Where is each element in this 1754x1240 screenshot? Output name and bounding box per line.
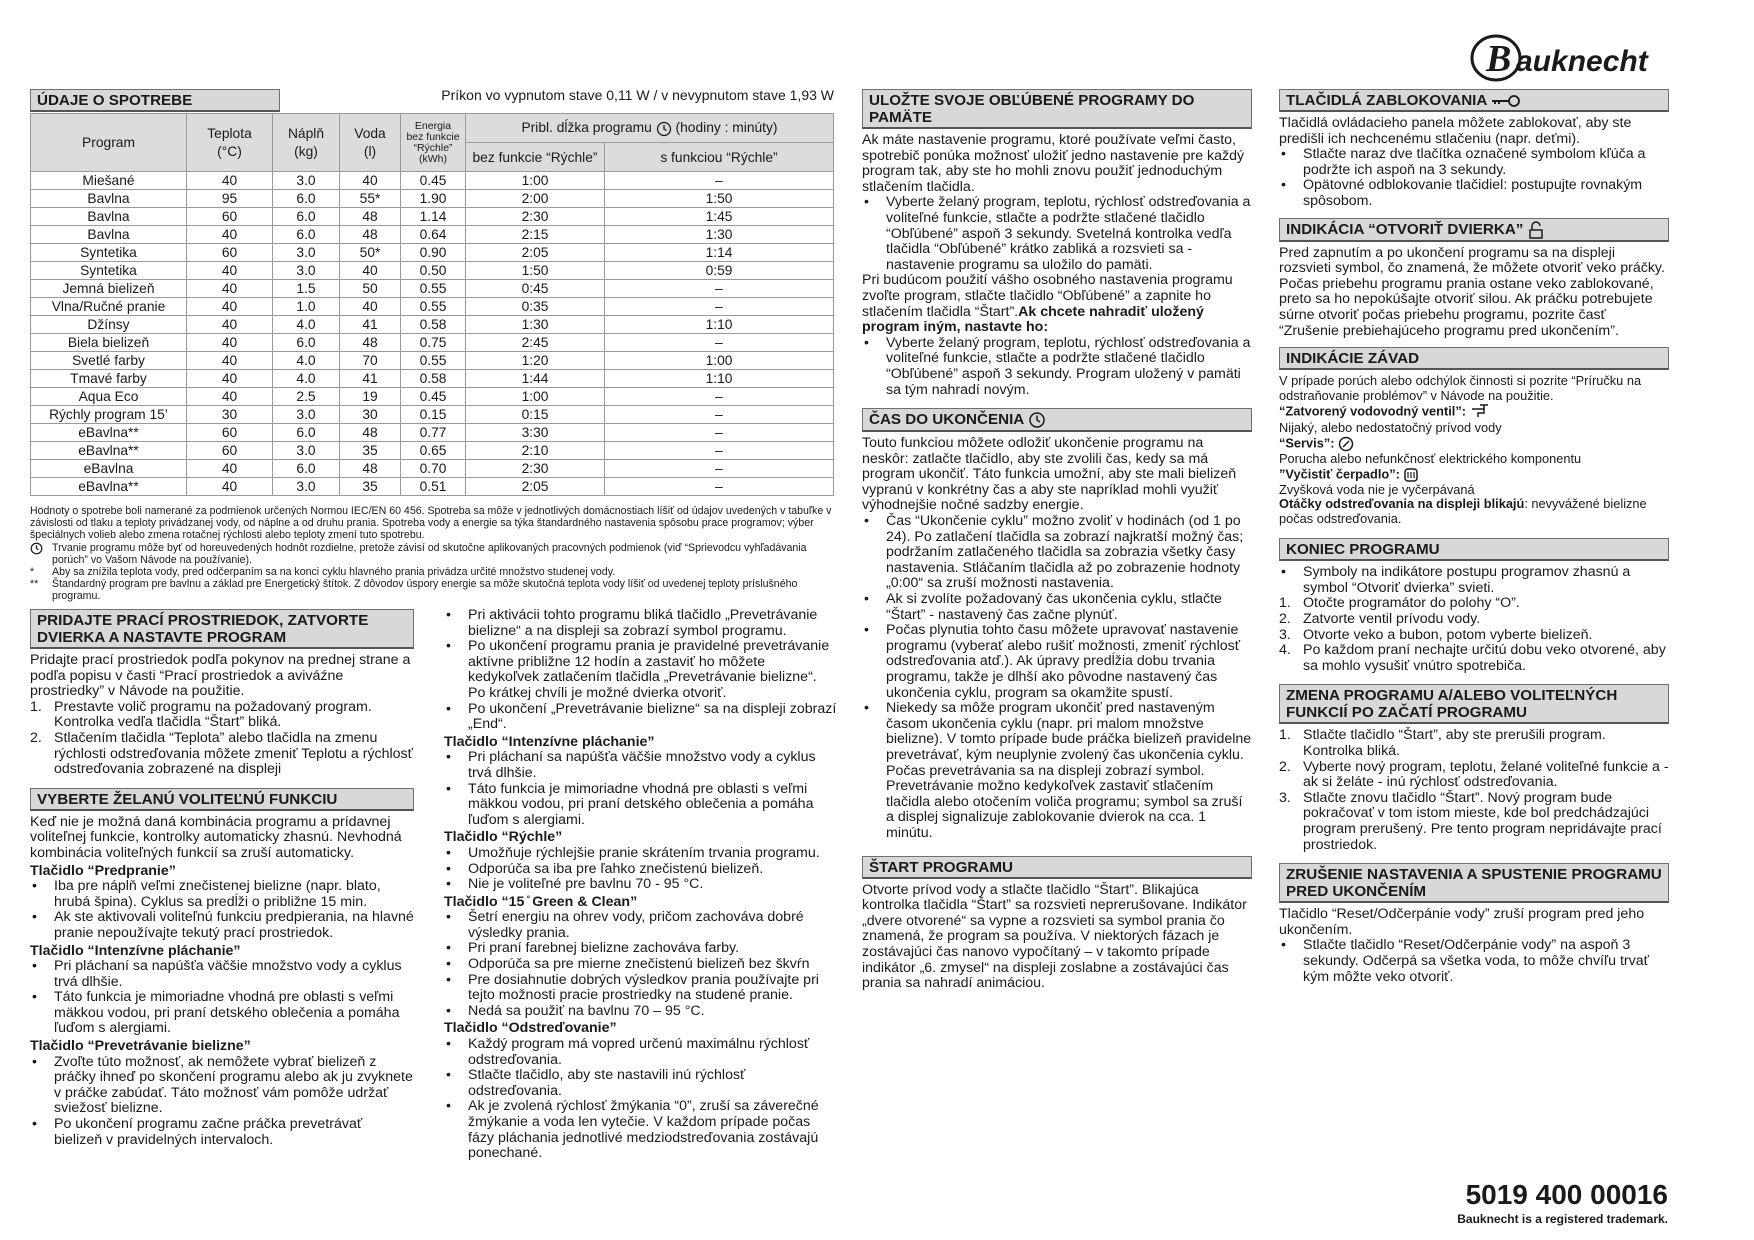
table-cell: 35 [340, 442, 401, 460]
fault-service-text: Porucha alebo nefunkčnosť elektrického komponentu [1279, 450, 1582, 466]
col-without-quick: bez funkcie “Rýchle” [466, 143, 605, 172]
col1-lower [30, 609, 414, 1148]
table-row [31, 442, 834, 460]
table-cell: 0.77 [401, 424, 466, 442]
note-measure: Hodnoty o spotrebe boli namerané za podmienok určených Normou IEC/EN 60 456. Spotreba sa môže v jednotlivých domácnostiach líšiť od údajov uvedených v tabuľke v závislosti od tlaku a teploty privádzanej vody, od náplne a od druhu prania. Spotreba vody a energie sa týka štandardného nastavenia spôsobu prace programov; výber špeciálnych volieb alebo zmena rotačnej rýchlosti alebo teploty zmení tuto spotrebu. [30, 505, 832, 542]
table-cell: 1:20 [466, 352, 605, 370]
door-title: INDIKÁCIA “OTVORIŤ DVIERKA” [1279, 218, 1669, 242]
svg-text:B: B [1486, 38, 1512, 80]
table-cell: 41 [340, 370, 401, 388]
table-cell: 2:10 [466, 442, 605, 460]
change-title: ZMENA PROGRAMU A/ALEBO VOLITEĽNÝCH FUNKCIÍ PO ZAČATÍ PROGRAMU [1279, 684, 1669, 724]
table-cell: – [605, 334, 834, 352]
col-temp: Teplota (°C) [187, 114, 273, 172]
favorite-title: ULOŽTE SVOJE OBĽÚBENÉ PROGRAMY DO PAMÄTE [862, 89, 1252, 129]
table-row [31, 298, 834, 316]
table-cell: 0.90 [401, 244, 466, 262]
start-title: ŠTART PROGRAMU [862, 856, 1252, 879]
tap-icon [1470, 403, 1494, 421]
table-cell: 40 [187, 226, 273, 244]
table-cell: 40 [187, 316, 273, 334]
table-cell: 1.90 [401, 190, 466, 208]
list-item: • Pri pláchaní sa napúšťa väčšie množstvo vody a cyklus trvá dlhšie. [444, 750, 838, 781]
fault-pump-text: Zvyšková voda nie je vyčerpávaná [1279, 481, 1475, 497]
prewash-heading: Tlačidlo “Predpranie” [30, 862, 176, 879]
table-cell: 40 [187, 352, 273, 370]
list-item: • Počas plynutia tohto času môžete upravovať nastavenie programu (vyberať alebo rušiť možnosti, zmeniť rýchlosť odstreďovania atď.). Ak úpravy predĺžia dobu trvania programu, takže je dlhší ako pôvodne nastavený čas ukončenia cyklu, program sa okamžite spustí. [862, 623, 1252, 701]
table-cell: Bavlna [31, 190, 187, 208]
add-detergent-intro: Pridajte prací prostriedok podľa pokynov na prednej strane a podľa popisu v časti “Prací prostriedok a aviváźne prostriedky” v Návode na použitie. [30, 652, 411, 700]
list-item: • Pri pláchaní sa napúšťa väčšie množstvo vody a cyklus trvá dlhšie. [30, 959, 414, 990]
end-time-clock-icon [1028, 411, 1046, 429]
table-cell: 3:30 [466, 424, 605, 442]
table-cell: 60 [187, 442, 273, 460]
note-star: * Aby sa znížila teplota vody, pred odčerpaním sa na konci cyklu hlavného prania privádza určité množstvo studenej vody. [30, 566, 616, 579]
table-row [31, 208, 834, 226]
list-item: • Po ukončení „Prevetrávanie bielizne“ sa na displeji zobrazí „End“. [444, 702, 838, 733]
list-item: • Pre dosiahnutie dobrých výsledkov prania používajte pri tejto možnosti pracie prostriedky na studené pranie. [444, 973, 838, 1004]
table-cell: 2:30 [466, 208, 605, 226]
table-cell: 2:05 [466, 478, 605, 496]
table-cell: 3.0 [273, 172, 340, 190]
table-cell: 0.50 [401, 262, 466, 280]
table-cell: 1.0 [273, 298, 340, 316]
table-cell: 1.14 [401, 208, 466, 226]
list-item: • Ak ste aktivovali voliteľnú funkciu predpierania, na hlavné pranie nepoužívajte tekutý prací prostriedok. [30, 910, 414, 941]
table-cell: 95 [187, 190, 273, 208]
list-item: • Táto funkcia je mimoriadne vhodná pre oblasti s veľmi mäkkou vodou, pri praní detského oblečenia a pomáha ľuďom s alergiami. [30, 990, 414, 1037]
list-item: • Čas “Ukončenie cyklu” možno zvoliť v hodinách (od 1 po 24). Po zatlačení tlačidla sa zobrazí najkratší možný čas; podržaním zatlačeného tlačidla sa zobrazia všetky časy nastavenia. Stláčaním tlačidla až po zobrazenie hodnoty „0:00“ sa zruší možnosti nastavenia. [862, 514, 1252, 592]
col2 [444, 608, 838, 1162]
table-cell: 41 [340, 316, 401, 334]
table-cell: 3.0 [273, 442, 340, 460]
table-cell: 70 [340, 352, 401, 370]
add-detergent-steps [30, 700, 414, 778]
fault-service: “Servis”: [1279, 436, 1669, 452]
table-cell: 1:14 [605, 244, 834, 262]
list-item: • Nie je voliteľné pre bavlnu 70 - 95 °C. [444, 877, 838, 893]
list-item: • Odporúča sa pre mierne znečistenú bielizeň bez škvŕn [444, 957, 838, 973]
table-cell: – [605, 460, 834, 478]
table-notes [30, 505, 836, 603]
table-cell: 0:59 [605, 262, 834, 280]
table-cell: 35 [340, 478, 401, 496]
list-item: 3. Stlačte znovu tlačidlo “Štart”. Nový program bude pokračovať v tom istom mieste, kde bol predchádzajúci program prerušený. Pre tento program nepridávajte prací prostriedok. [1279, 789, 1662, 853]
table-cell: 40 [187, 460, 273, 478]
table-cell: 40 [340, 172, 401, 190]
table-row [31, 190, 834, 208]
list-item: • Odporúča sa iba pre ľahko znečistenú bielizeň. [444, 862, 838, 878]
rinse-heading: Tlačidlo “Intenzívne pláchanie” [444, 733, 655, 750]
table-cell: 4.0 [273, 370, 340, 388]
table-cell: 19 [340, 388, 401, 406]
note-duration: Trvanie programu môže byť od horeuvedených hodnôt rozdielne, pretože závisí od skutočne aplikovaných pracovných podmienok (viď “Sprievodcu vyhľadávania porúch” vo Vašom Návode na používanie). [30, 542, 836, 566]
table-cell: 2:00 [466, 190, 605, 208]
consumption-title: ÚDAJE O SPOTREBE [30, 89, 280, 112]
list-item: • Vyberte želaný program, teplotu, rýchlosť odstreďovania a voliteľné funkcie, stlačte a podržte stlačené tlačidlo “Obľúbené” aspoň 3 sekundy. Program uložený v pamäti sa tým nahradí novým. [862, 336, 1252, 398]
table-cell: Džínsy [31, 316, 187, 334]
col3 [862, 89, 1252, 992]
table-cell: Vlna/Ručné pranie [31, 298, 187, 316]
table-cell: 40 [187, 172, 273, 190]
endtime-intro: Touto funkciou môžete odložiť ukončenie programu na neskôr: zatlačte tlačidlo, aby ste zvolili čas, kedy sa má program ukončiť. Táto funkcia umožní, aby ste mali bielizeň vypranú v konkrétny čas a aby ste napríklad mohli využiť výhodnejšie nočné sadzby energie. [862, 435, 1237, 514]
lock-intro: Tlačidlá ovládacieho panela môžete zablokovať, aby ste predišli ich nechcenému stlačeniu (napr. deťmi). [1279, 115, 1632, 147]
col-duration: Pribl. dĺžka programu (hodiny : minúty) [466, 114, 834, 143]
list-item: 1. Stlačte tlačidlo “Štart”, aby ste prerušili program. Kontrolka bliká. [1279, 727, 1606, 760]
table-cell: Biela bielizeň [31, 334, 187, 352]
table-row [31, 226, 834, 244]
list-item: • Každý program má vopred určenú maximálnu rýchlosť odstreďovania. [444, 1037, 838, 1068]
table-cell: – [605, 442, 834, 460]
table-cell: 1:10 [605, 316, 834, 334]
list-item: • Opätovné odblokovanie tlačidiel: postupujte rovnakým spôsobom. [1279, 178, 1669, 209]
favorite-intro: Ak máte nastavenie programu, ktoré používate veľmi často, spotrebič ponúka možnosť uložiť jedno nastavenie pre každý program tak, aby ste ho mohli znovu použiť jednoduchým stlačením tlačidla. [862, 132, 1245, 195]
table-cell: 1.5 [273, 280, 340, 298]
table-cell: 0.55 [401, 352, 466, 370]
lock-title: TLAČIDLÁ ZABLOKOVANIA [1279, 89, 1669, 112]
table-row [31, 280, 834, 298]
table-cell: 50* [340, 244, 401, 262]
table-cell: 2:45 [466, 334, 605, 352]
table-cell: 1:30 [605, 226, 834, 244]
table-cell: 2:15 [466, 226, 605, 244]
table-cell: – [605, 424, 834, 442]
table-cell: 50 [340, 280, 401, 298]
col-water: Voda (l) [340, 114, 401, 172]
table-cell: Rýchly program 15’ [31, 406, 187, 424]
table-cell: – [605, 388, 834, 406]
key-icon [1491, 94, 1521, 108]
list-item: • Iba pre náplň veľmi znečistenej bielizne (napr. blato, hrubá špina). Cyklus sa predĺži o približne 15 min. [30, 879, 414, 910]
table-cell: 1:50 [605, 190, 834, 208]
table-cell: – [605, 406, 834, 424]
table-cell: 48 [340, 424, 401, 442]
service-icon [1338, 436, 1354, 452]
table-cell: 0.15 [401, 406, 466, 424]
quick-heading: Tlačidlo “Rýchle” [444, 829, 563, 846]
add-detergent-title: PRIDAJTE PRACÍ PROSTRIEDOK, ZATVORTE DVIERKA A NASTAVTE PROGRAM [30, 609, 414, 649]
list-item: 1. Prestavte volič programu na požadovaný program. Kontrolka vedľa tlačidla “Štart” bliká. [30, 698, 372, 731]
col-program: Program [31, 114, 187, 172]
table-row [31, 262, 834, 280]
svg-text:auknecht: auknecht [1516, 45, 1648, 78]
table-cell: 6.0 [273, 424, 340, 442]
list-item: • Stlačte naraz dve tlačítka označené symbolom kľúča a podržte ich aspoň na 3 sekundy. [1279, 147, 1669, 178]
bauknecht-logo-icon [1468, 30, 1678, 86]
table-cell: Bavlna [31, 208, 187, 226]
spin-heading: Tlačidlo “Odstreďovanie” [444, 1020, 617, 1037]
list-item: • Vyberte želaný program, teplotu, rýchlosť odstreďovania a voliteľné funkcie, stlačte a podržte stlačené tlačidlo “Obľúbené” aspoň 3 sekundy. Svetelná kontrolka vedľa tlačidla “Obľúbené” krátko zabliká a rozsvieti sa - nastavenie programu sa uložilo do pamäti. [862, 195, 1252, 273]
list-item: 3. Otvorte veko a bubon, potom vyberte bielizeň. [1279, 626, 1593, 643]
table-row [31, 478, 834, 496]
table-cell: eBavlna** [31, 424, 187, 442]
table-cell: 0:35 [466, 298, 605, 316]
table-cell: 40 [187, 388, 273, 406]
list-item: 1. Otočte programátor do polohy “O”. [1279, 595, 1520, 612]
change-steps [1279, 728, 1669, 853]
table-cell: 6.0 [273, 334, 340, 352]
door-open-icon [1528, 221, 1544, 239]
list-item: • Pri praní farebnej bielizne zachováva farby. [444, 941, 838, 957]
table-cell: 0.45 [401, 172, 466, 190]
table-cell: 6.0 [273, 460, 340, 478]
air-heading: Tlačidlo “Prevetrávanie bielizne” [30, 1038, 251, 1055]
table-row [31, 244, 834, 262]
list-item: • Po ukončení programu začne práčka prevetrávať bielizeň v pravidelných intervaloch. [30, 1117, 414, 1148]
table-cell: 1:30 [466, 316, 605, 334]
list-item: 4. Po každom praní nechajte určitú dobu veko otvorené, aby sa mohlo vysušiť vnútro spotrebiča. [1279, 642, 1666, 674]
table-cell: 3.0 [273, 244, 340, 262]
table-cell: 60 [187, 244, 273, 262]
list-item: • Zvoľte túto možnosť, ak nemôžete vybrať bielizeň z práčky ihneď po skončení programu alebo ak ju zvyknete v práčke zabúdať. Táto možnosť vám pomôže udržať sviežosť bielizne. [30, 1055, 414, 1117]
list-item: • Pri aktivácii tohto programu bliká tlačidlo „Prevetrávanie bielizne“ a na displeji sa zobrazí symbol programu. [444, 608, 838, 639]
table-cell: – [605, 298, 834, 316]
table-cell: 2.5 [273, 388, 340, 406]
table-cell: 0.58 [401, 370, 466, 388]
table-cell: eBavlna [31, 460, 187, 478]
trademark-note: Bauknecht is a registered trademark. [1457, 1212, 1668, 1226]
table-cell: Miešané [31, 172, 187, 190]
list-item: 2. Stlačením tlačidla “Teplota” alebo tlačidla na zmenu rýchlosti odstreďovania môžete zmeniť Teplotu a rýchlosť odstreďovania zobrazené na displeji [30, 729, 413, 778]
table-cell: 0.55 [401, 298, 466, 316]
table-cell: 0.65 [401, 442, 466, 460]
favorite-mid: Pri budúcom použití vášho osobného nastavenia programu zvoľte program, stlačte tlačidlo “Obľúbené” a zapnite ho stlačením tlačidla “Štart”.Ak chcete nahradiť uložený program iným, nastavte ho: [862, 272, 1233, 336]
table-cell: 60 [187, 208, 273, 226]
table-cell: 4.0 [273, 352, 340, 370]
table-row [31, 388, 834, 406]
list-item: • Stlačte tlačidlo, aby ste nastavili inú rýchlosť odstreďovania. [444, 1068, 838, 1099]
table-cell: 6.0 [273, 226, 340, 244]
table-cell: 40 [187, 262, 273, 280]
clock-icon [656, 121, 672, 137]
table-cell: 1:00 [466, 172, 605, 190]
table-cell: 4.0 [273, 316, 340, 334]
table-row [31, 460, 834, 478]
table-row [31, 172, 834, 190]
consumption-table [30, 113, 834, 496]
table-cell: 2:30 [466, 460, 605, 478]
list-item: 2. Vyberte nový program, teplotu, želané voliteľné funkcie a - ak si želáte - inú rýchlosť odstreďovania. [1279, 758, 1669, 791]
table-cell: 0:15 [466, 406, 605, 424]
endprog-title: KONIEC PROGRAMU [1279, 538, 1669, 561]
table-cell: 0.45 [401, 388, 466, 406]
table-cell: 1:00 [605, 352, 834, 370]
fault-tap: “Zatvorený vodovodný ventil”: [1279, 403, 1669, 421]
cancel-intro: Tlačidlo “Reset/Odčerpánie vody” zruší program pred jeho ukončením. [1279, 906, 1645, 938]
table-cell: 3.0 [273, 478, 340, 496]
cancel-title: ZRUŠENIE NASTAVENIA A SPUSTENIE PROGRAMU PRED UKONČENÍM [1279, 863, 1669, 903]
table-cell: Aqua Eco [31, 388, 187, 406]
document-code: 5019 400 00016 [1465, 1179, 1668, 1210]
table-cell: 55* [340, 190, 401, 208]
table-cell: 40 [340, 262, 401, 280]
table-row [31, 334, 834, 352]
table-cell: 60 [187, 424, 273, 442]
rinse-heading: Tlačidlo “Intenzívne pláchanie” [30, 942, 241, 959]
door-text: Pred zapnutím a po ukončení programu sa na displeji rozsvieti symbol, čo znamená, že môžete otvoriť veko práčky. Počas priebehu programu prania ostane veko zablokované, preto sa ho nepokúšajte otvoriť silou. Ak práčku potrebujete súrne otvoriť počas priebehu programu, pozrite časť “Zrušenie prebiehajúceho programu pred ukončením”. [1279, 244, 1665, 339]
table-cell: 6.0 [273, 208, 340, 226]
col-energy: Energia bez funkcie “Rýchle” (kWh) [401, 114, 466, 172]
table-cell: 40 [340, 298, 401, 316]
col-with-quick: s funkciou “Rýchle” [605, 143, 834, 172]
table-cell: 40 [187, 280, 273, 298]
table-cell: Jemná bielizeň [31, 280, 187, 298]
list-item: • Stlačte tlačidlo “Reset/Odčerpánie vody” na aspoň 3 sekundy. Odčerpá sa všetka voda, to môže chvíľu trvať kým môžte veko otvoriť. [1279, 938, 1669, 985]
table-cell: 48 [340, 460, 401, 478]
endtime-title: ČAS DO UKONČENIA [862, 408, 1252, 432]
faults-title: INDIKÁCIE ZÁVAD [1279, 347, 1669, 370]
table-cell: 2:05 [466, 244, 605, 262]
table-cell: 0.64 [401, 226, 466, 244]
options-title: VYBERTE ŽELANÚ VOLITEĽNÚ FUNKCIU [30, 788, 414, 811]
list-item: • Ak je zvolená rýchlosť žmýkania “0”, zruší sa záverečné žmýkanie a voda len vytečie. V každom prípade počas fázy pláchania jednotlivé medziodstreďovania zostávajú ponechané. [444, 1099, 838, 1161]
list-item: • Nedá sa použiť na bavlnu 70 – 95 °C. [444, 1004, 838, 1020]
table-cell: 48 [340, 334, 401, 352]
table-cell: eBavlna** [31, 442, 187, 460]
fault-pump: ”Vyčistiť čerpadlo”: [1279, 467, 1669, 483]
table-cell: 30 [187, 406, 273, 424]
list-item: • Táto funkcia je mimoriadne vhodná pre oblasti s veľmi mäkkou vodou, pri praní detského oblečenia a pomáha ľuďom s alergiami. [444, 782, 838, 829]
table-cell: Syntetika [31, 262, 187, 280]
table-row [31, 370, 834, 388]
table-cell: 40 [187, 298, 273, 316]
faults-intro: V prípade porúch alebo odchýlok činnosti si pozrite “Príručku na odstraňovanie problémov” v Návode na použitie. [1279, 373, 1642, 403]
table-cell: – [605, 280, 834, 298]
table-cell: 48 [340, 208, 401, 226]
table-cell: 0.51 [401, 478, 466, 496]
table-row [31, 424, 834, 442]
note-double-star: ** Štandardný program pre bavlnu a základ pre Energetický štítok. Z dôvodov úspory energie sa môže skutočná teplota vody líšiť od uvedenej teploty príslušného programu. [30, 578, 798, 603]
endprog-steps [1279, 596, 1669, 674]
table-cell: 48 [340, 226, 401, 244]
table-cell: Tmavé farby [31, 370, 187, 388]
fault-blink: Otáčky odstreďovania na displeji blikajú: nevyvážené bielizne počas odstreďovania. [1279, 496, 1647, 526]
table-cell: 40 [187, 370, 273, 388]
col4 [1279, 89, 1669, 985]
table-row [31, 406, 834, 424]
table-cell: 30 [340, 406, 401, 424]
table-cell: 1:10 [605, 370, 834, 388]
table-cell: 3.0 [273, 262, 340, 280]
table-cell: 0.75 [401, 334, 466, 352]
table-cell: 1:45 [605, 208, 834, 226]
table-cell: 3.0 [273, 406, 340, 424]
list-item: • Po ukončení programu prania je pravidelné prevetrávanie aktívne približne 12 hodín a zastaviť ho môžete kedykoľvek zatlačením tlačidla „Prevetrávanie bielizne“. Po krátkej chvíli je možné dvierka otvoriť. [444, 639, 838, 701]
list-item: • Umožňuje rýchlejšie pranie skrátením trvania programu. [444, 846, 838, 862]
list-item: • Niekedy sa môže program ukončiť pred nastaveným časom ukončenia cyklu (napr. pri malom množstve bielizne). V tomto prípade bude práčka bielizeň pravidelne prevetrávať, kým neuplynie zvolený čas ukončenia cyklu. Počas prevetrávania sa na displeji zobrazí symbol. Prevetrávanie možno kedykoľvek zastaviť stlačením tlačidla alebo otočením voliča programu; symbol sa zruší a displej signalizuje zablokovanie dvierok na cca. 1 minútu. [862, 701, 1252, 841]
table-cell: 6.0 [273, 190, 340, 208]
fault-tap-text: Nijaký, alebo nedostatočný prívod vody [1279, 420, 1502, 436]
clock-icon [30, 542, 43, 555]
table-cell: Svetlé farby [31, 352, 187, 370]
table-cell: 0.58 [401, 316, 466, 334]
table-cell: 0.55 [401, 280, 466, 298]
table-cell: 0.70 [401, 460, 466, 478]
table-cell: 1:44 [466, 370, 605, 388]
standby-power: Príkon vo vypnutom stave 0,11 W / v nevypnutom stave 1,93 W [441, 87, 834, 103]
col-load: Náplň (kg) [273, 114, 340, 172]
green-heading: Tlačidlo “15 ̊ Green & Clean” [444, 893, 638, 910]
table-row [31, 316, 834, 334]
options-intro: Keď nie je možná daná kombinácia programu a prídavnej voliteľnej funkcie, kontrolky automaticky zhasnú. Nevhodná kombinácia voliteľných funkcií sa zruší automaticky. [30, 813, 402, 861]
table-cell: Bavlna [31, 226, 187, 244]
table-cell: – [605, 172, 834, 190]
table-cell: 40 [187, 478, 273, 496]
list-item: • Šetrí energiu na ohrev vody, pričom zachováva dobré výsledky prania. [444, 910, 838, 941]
pump-icon [1403, 467, 1419, 483]
table-cell: 1:50 [466, 262, 605, 280]
start-text: Otvorte prívod vody a stlačte tlačidlo “Štart”. Blikajúca kontrolka tlačidla “Štart” sa rozsvieti neprerušovane. Indikátor „dvere otvorené“ sa vypne a rozsvieti sa symbol prania čo znamená, že program sa používa. V niektorých fázach je zostávajúci čas nanovo vypočítaný – v takomto prípade indikátor „6. zmysel“ na displeji zoslabne a zostávajúci čas prania sa nahradí animáciou. [862, 881, 1247, 992]
table-row [31, 352, 834, 370]
table-cell: – [605, 478, 834, 496]
list-item: • Ak si zvolíte požadovaný čas ukončenia cyklu, stlačte “Štart” - nastavený čas začne plynúť. [862, 592, 1252, 623]
brand-logo [1468, 30, 1678, 86]
faults-body [1279, 374, 1669, 526]
table-cell: 40 [187, 334, 273, 352]
list-item: • Symboly na indikátore postupu programov zhasnú a symbol “Otvoriť dvierka” svieti. [1279, 565, 1669, 596]
table-cell: 0:45 [466, 280, 605, 298]
table-cell: Syntetika [31, 244, 187, 262]
table-cell: 1:00 [466, 388, 605, 406]
consumption-section [30, 89, 280, 116]
table-cell: eBavlna** [31, 478, 187, 496]
list-item: 2. Zatvorte ventil prívodu vody. [1279, 611, 1481, 628]
